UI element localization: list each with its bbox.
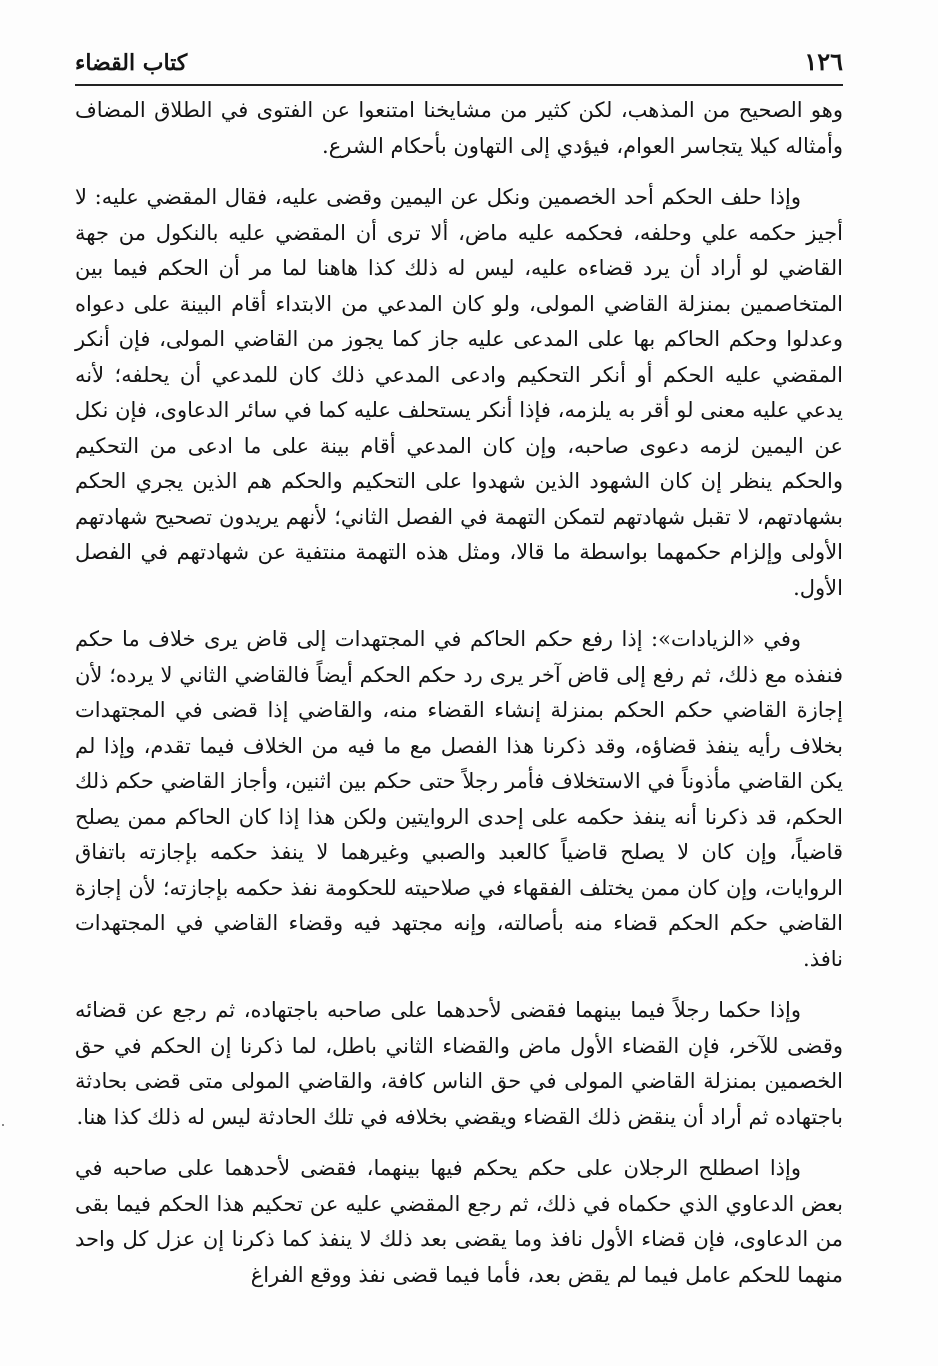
body-text: [75, 93, 843, 1309]
paragraph: وفي «الزيادات»: إذا رفع حكم الحاكم في المجتهدات إلى قاض يرى خلاف ما حكم فنفذه مع ذلك، ثم رفع إلى قاض آخر يرى رد حكم الحكم أيضاً فالقاضي الثاني لا يرده؛ لأن إجازة القاضي حكم الحكم بمنزلة إنشاء القضاء منه، والقاضي إذا قضى في المجتهدات بخلاف رأيه ينفذ قضاؤه، وقد ذكرنا هذا الفصل مع ما فيه من الخلاف فيما تقدم، وإذا لم يكن القاضي مأذوناً في الاستخلاف فأمر رجلاً حتى حكم بين اثنين، وأجاز القاضي حكم ذلك الحكم، قد ذكرنا أنه ينفذ حكمه على إحدى الروايتين ولكن هذا إذا كان الحاكم ممن يصلح قاضياً، وإن كان لا يصلح قاضياً كالعبد والصبي وغيرهما لا ينفذ حكمه بإجازته باتفاق الروايات، وإن كان ممن يختلف الفقهاء في صلاحيته للحكومة نفذ حكمه بإجازته؛ لأن إجازة القاضي حكم الحكم قضاء منه بأصالته، وإنه مجتهد فيه وقضاء القاضي في المجتهدات نافذ.: [75, 627, 843, 971]
running-title: كتاب القضاء: [75, 50, 188, 76]
paragraph: وإذا حكما رجلاً فيما بينهما فقضى لأحدهما على صاحبه باجتهاده، ثم رجع عن قضائه وقضى للآخر، فإن القضاء الأول ماض والقضاء الثاني باطل، لما ذكرنا إن الحكم في حق الخصمين بمنزلة القاضي المولى في حق الناس كافة، والقاضي المولى متى قضى بحادثة باجتهاده ثم أراد أن ينقض ذلك القضاء ويقضي بخلافه في تلك الحادثة ليس له ذلك كذا هنا.: [75, 998, 843, 1129]
paragraph: وهو الصحيح من المذهب، لكن كثير من مشايخنا امتنعوا عن الفتوى في الطلاق المضاف وأمثاله كيلا يتجاسر العوام، فيؤدي إلى التهاون بأحكام الشرع.: [75, 98, 843, 158]
page-number: ١٢٦: [804, 47, 843, 76]
paragraph: وإذا حلف الحكم أحد الخصمين ونكل عن اليمين وقضى عليه، فقال المقضي عليه: لا أجيز حكمه علي وحلفه، فحكمه عليه ماض، ألا ترى أن المقضي عليه بالنكول من جهة القاضي لو أراد أن يرد قضاءه عليه، ليس له ذلك كذا هاهنا لما مر أن الحكم فيما بين المتخاصمين بمنزلة القاضي المولى، ولو كان المدعي من الابتداء أقام البينة على دعواه وعدلوا وحكم الحاكم بها على المدعى عليه جاز كما يجوز من القاضي المولى، فإن أنكر المقضي عليه الحكم أو أنكر التحكيم وادعى المدعي ذلك كان للمدعي أن يحلفه؛ لأنه يدعي عليه معنى لو أقر به يلزمه، فإذا أنكر يستحلف عليه كما في سائر الدعاوى، فإن نكل عن اليمين لزمه دعوى صاحبه، وإن كان المدعي أقام بينة على ما ادعى من التحكيم والحكم ينظر إن كان الشهود الذين شهدوا على التحكيم والحكم هم الذين يجري الحكم بشهادتهم، لا تقبل شهادتهم لتمكن التهمة في الفصل الثاني؛ لأنهم يريدون تصحيح شهادتهم الأولى وإلزام حكمهما بواسطة ما قالا، ومثل هذه التهمة منتفية عن شهادتهم في الفصل الأول.: [75, 185, 843, 600]
scan-speck: [2, 1124, 4, 1126]
page-header: [75, 36, 843, 76]
header-rule: [75, 84, 843, 86]
paragraph: وإذا اصطلح الرجلان على حكم يحكم فيها بينهما، فقضى لأحدهما على صاحبه في بعض الدعاوي الذي حكماه في ذلك، ثم رجع المقضي عليه عن تحكيم هذا الحكم فيما بقى من الدعاوى، فإن قضاء الأول نافذ وما يقضى بعد ذلك لا ينفذ كما ذكرنا إن عزل كل واحد منهما للحكم عامل فيما لم يقض بعد، فأما فيما قضى نفذ ووقع الفراغ: [75, 1156, 843, 1287]
